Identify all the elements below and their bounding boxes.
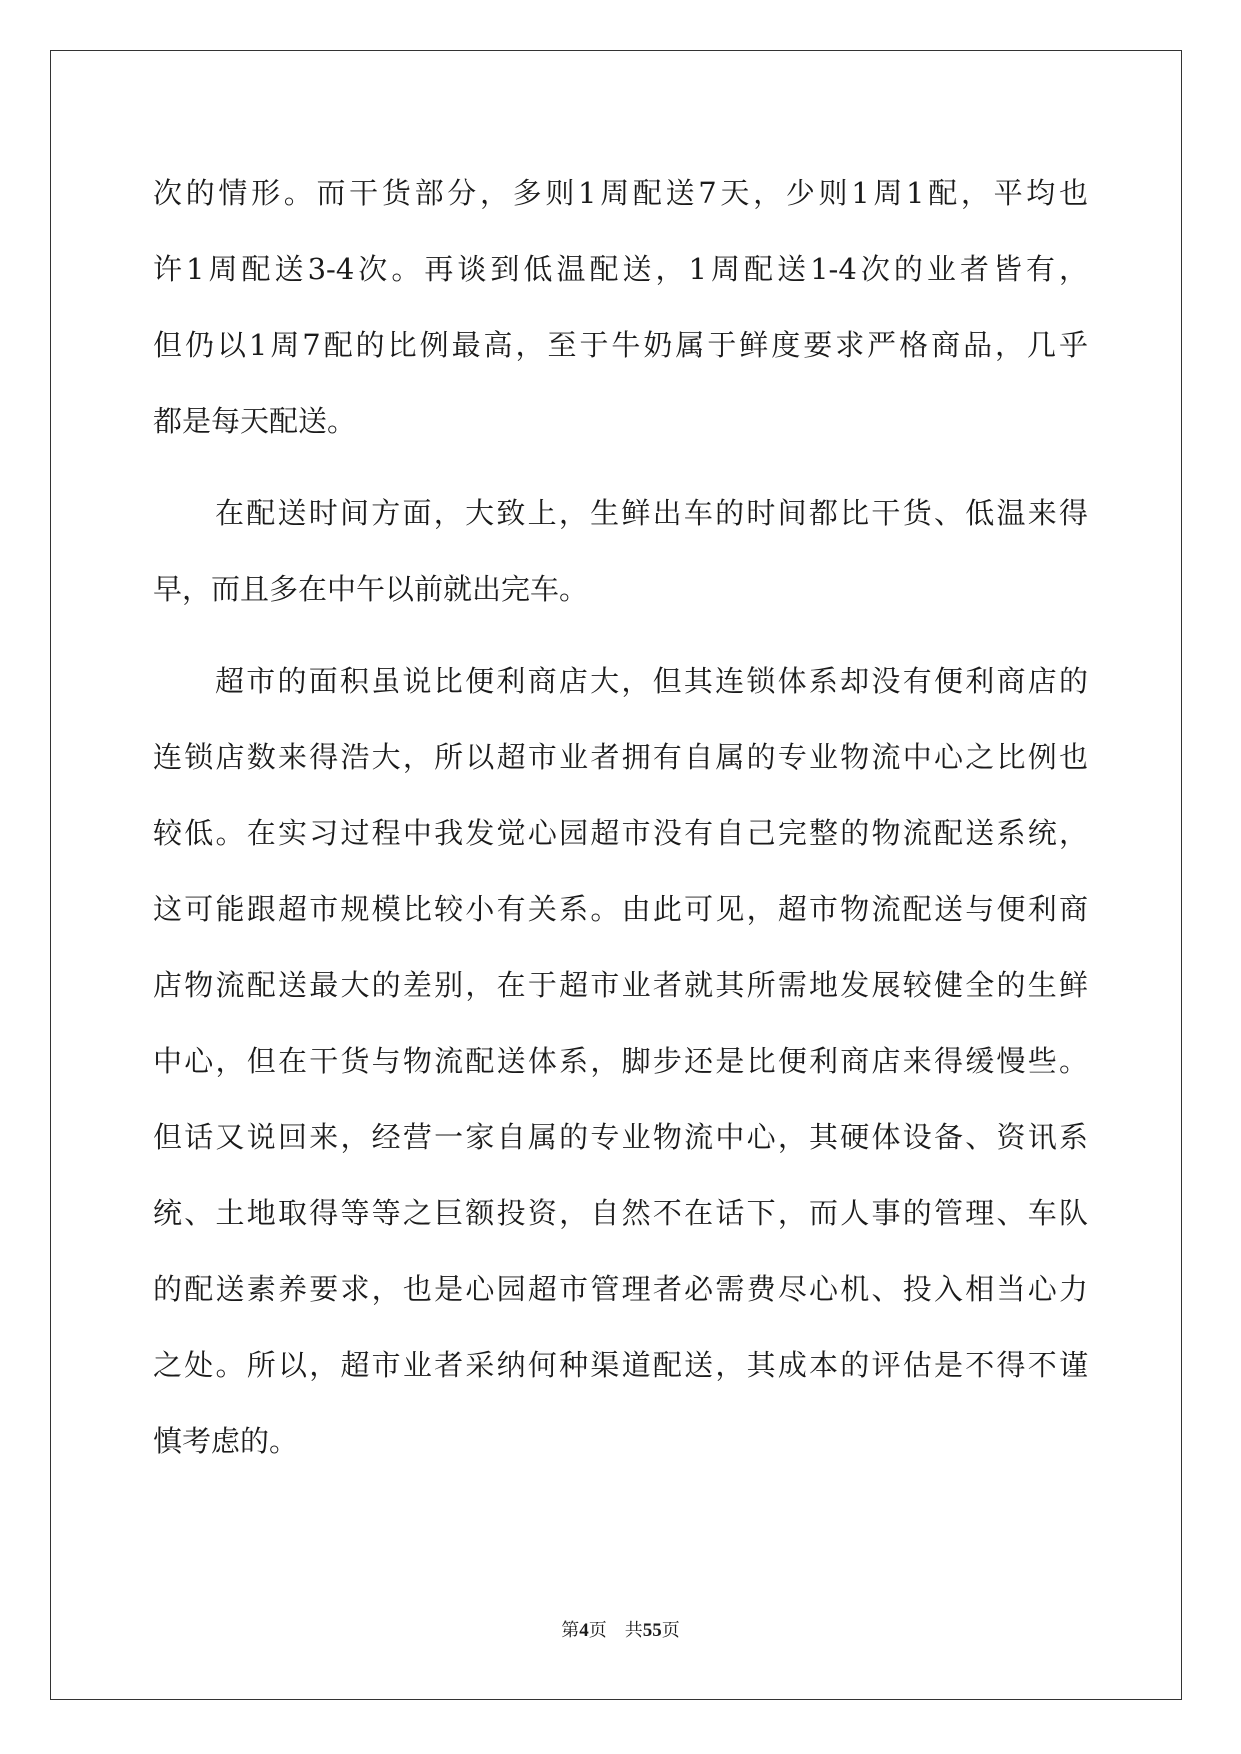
page-unit: 页 bbox=[588, 1620, 607, 1641]
paragraph-line: 但仍以1周7配的比例最高，至于牛奶属于鲜度要求严格商品，几乎 bbox=[153, 328, 1088, 362]
paragraph-line: 连锁店数来得浩大，所以超市业者拥有自属的专业物流中心之比例也 bbox=[153, 740, 1088, 774]
paragraph-line: 的配送素养要求，也是心园超市管理者必需费尽心机、投入相当心力 bbox=[153, 1272, 1088, 1306]
total-unit: 页 bbox=[661, 1620, 680, 1641]
paragraph-line: 慎考虑的。 bbox=[153, 1424, 299, 1458]
paragraph-line: 较低。在实习过程中我发觉心园超市没有自己完整的物流配送系统， bbox=[153, 816, 1088, 850]
paragraph-line: 都是每天配送。 bbox=[153, 404, 357, 438]
paragraph-line: 次的情形。而干货部分，多则1周配送7天，少则1周1配，平均也 bbox=[153, 176, 1088, 210]
paragraph-line: 这可能跟超市规模比较小有关系。由此可见，超市物流配送与便利商 bbox=[153, 892, 1088, 926]
paragraph-line: 在配送时间方面，大致上，生鲜出车的时间都比干货、低温来得 bbox=[215, 496, 1088, 530]
paragraph-line: 许1周配送3-4次。再谈到低温配送，1周配送1-4次的业者皆有， bbox=[153, 252, 1088, 286]
paragraph-line: 店物流配送最大的差别，在于超市业者就其所需地发展较健全的生鲜 bbox=[153, 968, 1088, 1002]
document-body bbox=[153, 155, 1088, 1479]
paragraph-line: 超市的面积虽说比便利商店大，但其连锁体系却没有便利商店的 bbox=[215, 664, 1088, 698]
paragraph-line: 但话又说回来，经营一家自属的专业物流中心，其硬体设备、资讯系 bbox=[153, 1120, 1088, 1154]
paragraph-line: 统、土地取得等等之巨额投资，自然不在话下，而人事的管理、车队 bbox=[153, 1196, 1088, 1230]
total-prefix: 共 bbox=[624, 1620, 643, 1641]
total-pages: 55 bbox=[642, 1620, 662, 1641]
paragraph-line: 早，而且多在中午以前就出完车。 bbox=[153, 572, 589, 606]
page-footer bbox=[0, 1616, 1241, 1642]
page-prefix: 第 bbox=[561, 1620, 580, 1641]
paragraph-line: 中心，但在干货与物流配送体系，脚步还是比便利商店来得缓慢些。 bbox=[153, 1044, 1088, 1078]
paragraph-line: 之处。所以，超市业者采纳何种渠道配送，其成本的评估是不得不谨 bbox=[153, 1348, 1088, 1382]
page-number: 4 bbox=[579, 1620, 589, 1641]
